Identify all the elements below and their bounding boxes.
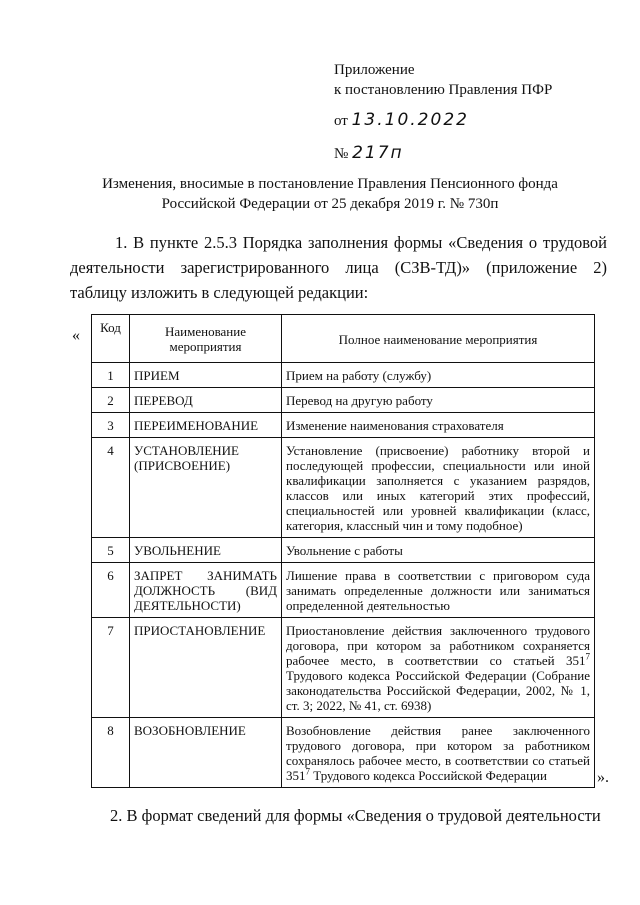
row-code: 4 xyxy=(92,438,130,538)
table-row xyxy=(92,388,595,413)
row-name: ПРИЕМ xyxy=(130,363,282,388)
row-full: Изменение наименования страхователя xyxy=(282,413,595,438)
table-header-row xyxy=(92,315,595,363)
appendix-block xyxy=(334,60,552,164)
row-name: ЗАПРЕТ ЗАНИМАТЬ ДОЛЖНОСТЬ (ВИД ДЕЯТЕЛЬНОСТИ) xyxy=(130,563,282,618)
table-row xyxy=(92,563,595,618)
header-full-name: Полное наименование мероприятия xyxy=(282,315,595,363)
table-row xyxy=(92,538,595,563)
row-full-text-tail: Трудового кодекса Российской Федерации xyxy=(310,768,547,783)
quote-open: « xyxy=(72,327,80,344)
appendix-line2: к постановлению Правления ПФР xyxy=(334,82,553,98)
row-full xyxy=(282,618,595,718)
row-full-text: Приостановление действия заключенного трудового договора, при котором за работником сохраняется рабочее место, в соответствии со статьей 351 xyxy=(286,623,590,668)
row-name: УВОЛЬНЕНИЕ xyxy=(130,538,282,563)
row-code: 7 xyxy=(92,618,130,718)
row-name: ПЕРЕИМЕНОВАНИЕ xyxy=(130,413,282,438)
article-superscript: 7 xyxy=(585,651,590,662)
appendix-line1: Приложение xyxy=(334,62,415,78)
row-name: ВОЗОБНОВЛЕНИЕ xyxy=(130,718,282,788)
table-row xyxy=(92,618,595,718)
row-full: Лишение права в соответствии с приговором суда занимать определенные должности или заниматься определенной деятельностью xyxy=(282,563,595,618)
row-code: 2 xyxy=(92,388,130,413)
quote-close: ». xyxy=(597,769,609,786)
title-line1: Изменения, вносимые в постановление Правления Пенсионного фонда xyxy=(102,176,558,192)
table-row xyxy=(92,363,595,388)
table-row xyxy=(92,438,595,538)
table-row xyxy=(92,718,595,788)
row-full-text: Возобновление действия ранее заключенного трудового договора, при котором за работником сохранялось рабочее место, в соответствии со статьей 351 xyxy=(286,723,590,783)
row-full: Перевод на другую работу xyxy=(282,388,595,413)
row-full xyxy=(282,718,595,788)
row-full-text-tail: Трудового кодекса Российской Федерации (Собрание законодательства Российской Федерации, 2002, № 1, ст. 3; 2022, № 41, ст. 6938) xyxy=(286,668,590,713)
appendix-date-row xyxy=(334,110,552,131)
row-name: УСТАНОВЛЕНИЕ (ПРИСВОЕНИЕ) xyxy=(130,438,282,538)
row-code: 3 xyxy=(92,413,130,438)
row-full: Увольнение с работы xyxy=(282,538,595,563)
row-code: 6 xyxy=(92,563,130,618)
handwritten-number: 217п xyxy=(352,143,404,163)
appendix-number-row xyxy=(334,143,552,164)
row-full: Установление (присвоение) работнику второй и последующей профессии, специальности или иной квалификации заполняется с указанием разрядов, классов или иных категорий этих профессий, специальностей или уровней квалификации (класс, категория, классный чин и тому подобное) xyxy=(282,438,595,538)
title-line2: Российской Федерации от 25 декабря 2019 г. № 730п xyxy=(161,196,499,212)
paragraph-2: 2. В формат сведений для формы «Сведения о трудовой деятельности xyxy=(110,806,601,825)
row-name: ПЕРЕВОД xyxy=(130,388,282,413)
date-prefix: от xyxy=(334,113,348,129)
row-code: 8 xyxy=(92,718,130,788)
row-name: ПРИОСТАНОВЛЕНИЕ xyxy=(130,618,282,718)
row-code: 5 xyxy=(92,538,130,563)
codes-table xyxy=(91,314,595,788)
article-superscript: 7 xyxy=(305,766,310,777)
header-code: Код xyxy=(92,315,130,363)
document-title xyxy=(40,174,620,214)
paragraph-1: 1. В пункте 2.5.3 Порядка заполнения формы «Сведения о трудовой деятельности зарегистрированного лица (СЗВ-ТД)» (приложение 2) таблицу изложить в следующей редакции: xyxy=(70,233,607,302)
number-prefix: № xyxy=(334,146,349,162)
table-row xyxy=(92,413,595,438)
row-code: 1 xyxy=(92,363,130,388)
row-full: Прием на работу (службу) xyxy=(282,363,595,388)
header-name: Наименование мероприятия xyxy=(130,315,282,363)
handwritten-date: 13.10.2022 xyxy=(351,110,469,130)
